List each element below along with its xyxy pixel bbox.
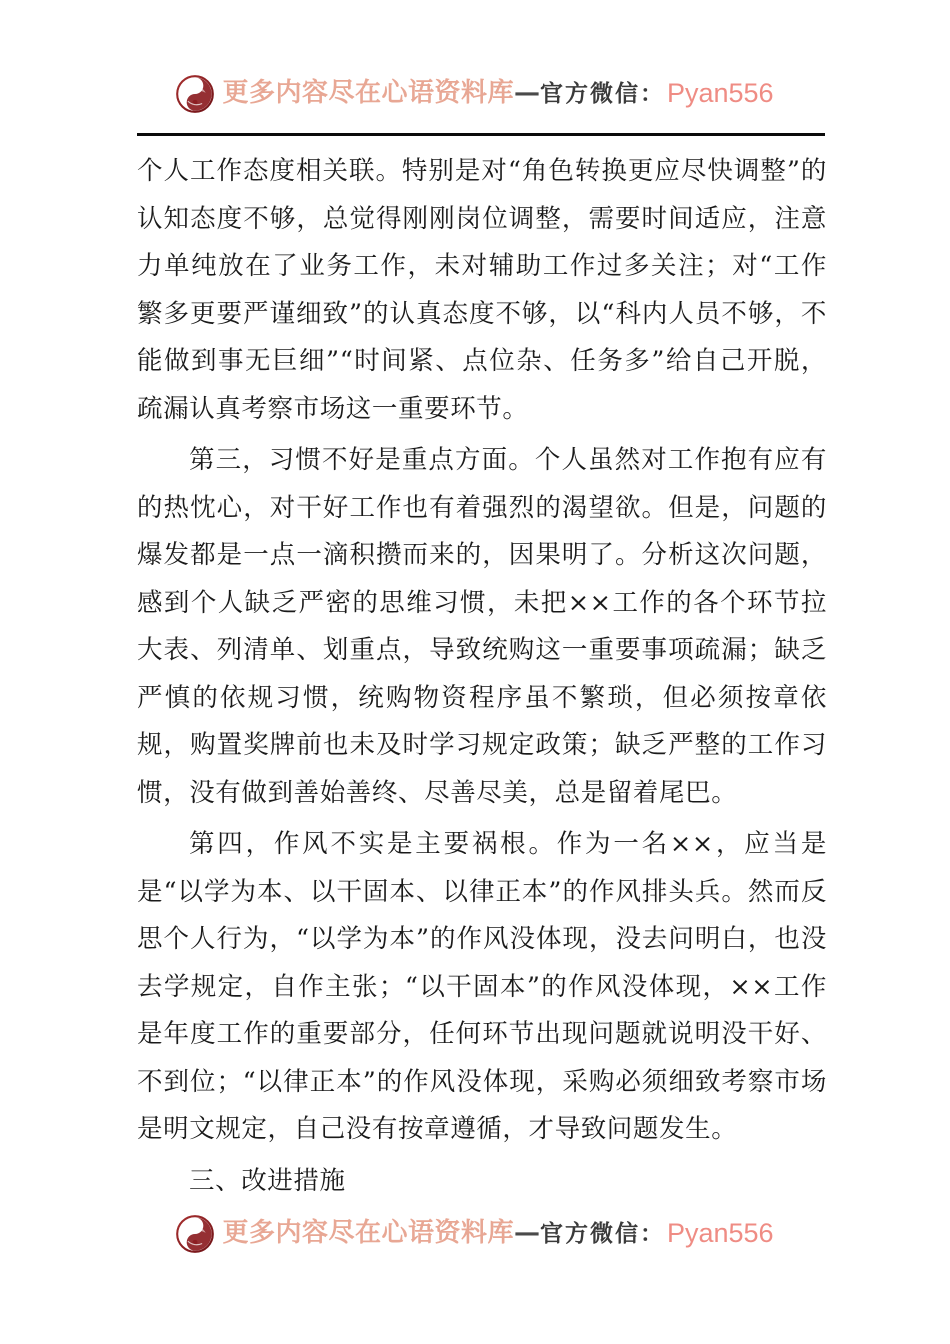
watermark-wechat-label: 官方微信： [539, 79, 665, 107]
paragraph-third-habits: 第三，习惯不好是重点方面。个人虽然对工作抱有应有的热忱心，对干好工作也有着强烈的渴望欲。但是，问题的爆发都是一点一滴积攒而来的，因果明了。分析这次问题，感到个人缺乏严密的思维习惯，未把××工作的各个环节拉大表、列清单、划重点，导致统购这一重要事项疏漏；缺乏严慎的依规习惯，统购物资程序虽不繁琐，但必须按章依规，购置奖牌前也未及时学习规定政策；缺乏严整的工作习惯，没有做到善始善终、尽善尽美，总是留着尾巴。 [137, 445, 827, 808]
header-watermark [0, 74, 950, 112]
footer-watermark [0, 1214, 950, 1252]
watermark-wechat-label: 官方微信： [539, 1219, 665, 1247]
document-body [137, 148, 827, 1209]
header-divider [137, 133, 825, 136]
watermark-wechat-id: Pyan556 [666, 1217, 774, 1248]
watermark-dash: — [513, 1218, 540, 1248]
watermark-brand-text: 更多内容尽在心语资料库 [222, 1218, 514, 1248]
watermark-brand-text: 更多内容尽在心语资料库 [222, 78, 514, 108]
section-heading-improvements: 三、改进措施 [189, 1165, 346, 1196]
watermark-dash: — [513, 78, 540, 108]
paragraph-fourth-style: 第四，作风不实是主要祸根。作为一名××，应当是是“以学为本、以干固本、以律正本”的作风排头兵。然而反思个人行为，“以学为本”的作风没体现，没去问明白，也没去学规定，自作主张；“以干固本”的作风没体现，××工作是年度工作的重要部分，任何环节出现问题就说明没干好、不到位；“以律正本”的作风没体现，采购必须细致考察市场是明文规定，自己没有按章遵循，才导致问题发生。 [137, 829, 827, 1144]
xinyu-circular-fish-logo-icon [176, 75, 214, 113]
xinyu-circular-fish-logo-icon [176, 1215, 214, 1253]
paragraph-continued-attitude: 个人工作态度相关联。特别是对“角色转换更应尽快调整”的认知态度不够，总觉得刚刚岗位调整，需要时间适应，注意力单纯放在了业务工作，未对辅助工作过多关注；对“工作繁多更要严谨细致”的认真态度不够，以“科内人员不够，不能做到事无巨细”“时间紧、点位杂、任务多”给自己开脱，疏漏认真考察市场这一重要环节。 [137, 156, 827, 424]
watermark-wechat-id: Pyan556 [666, 77, 774, 108]
